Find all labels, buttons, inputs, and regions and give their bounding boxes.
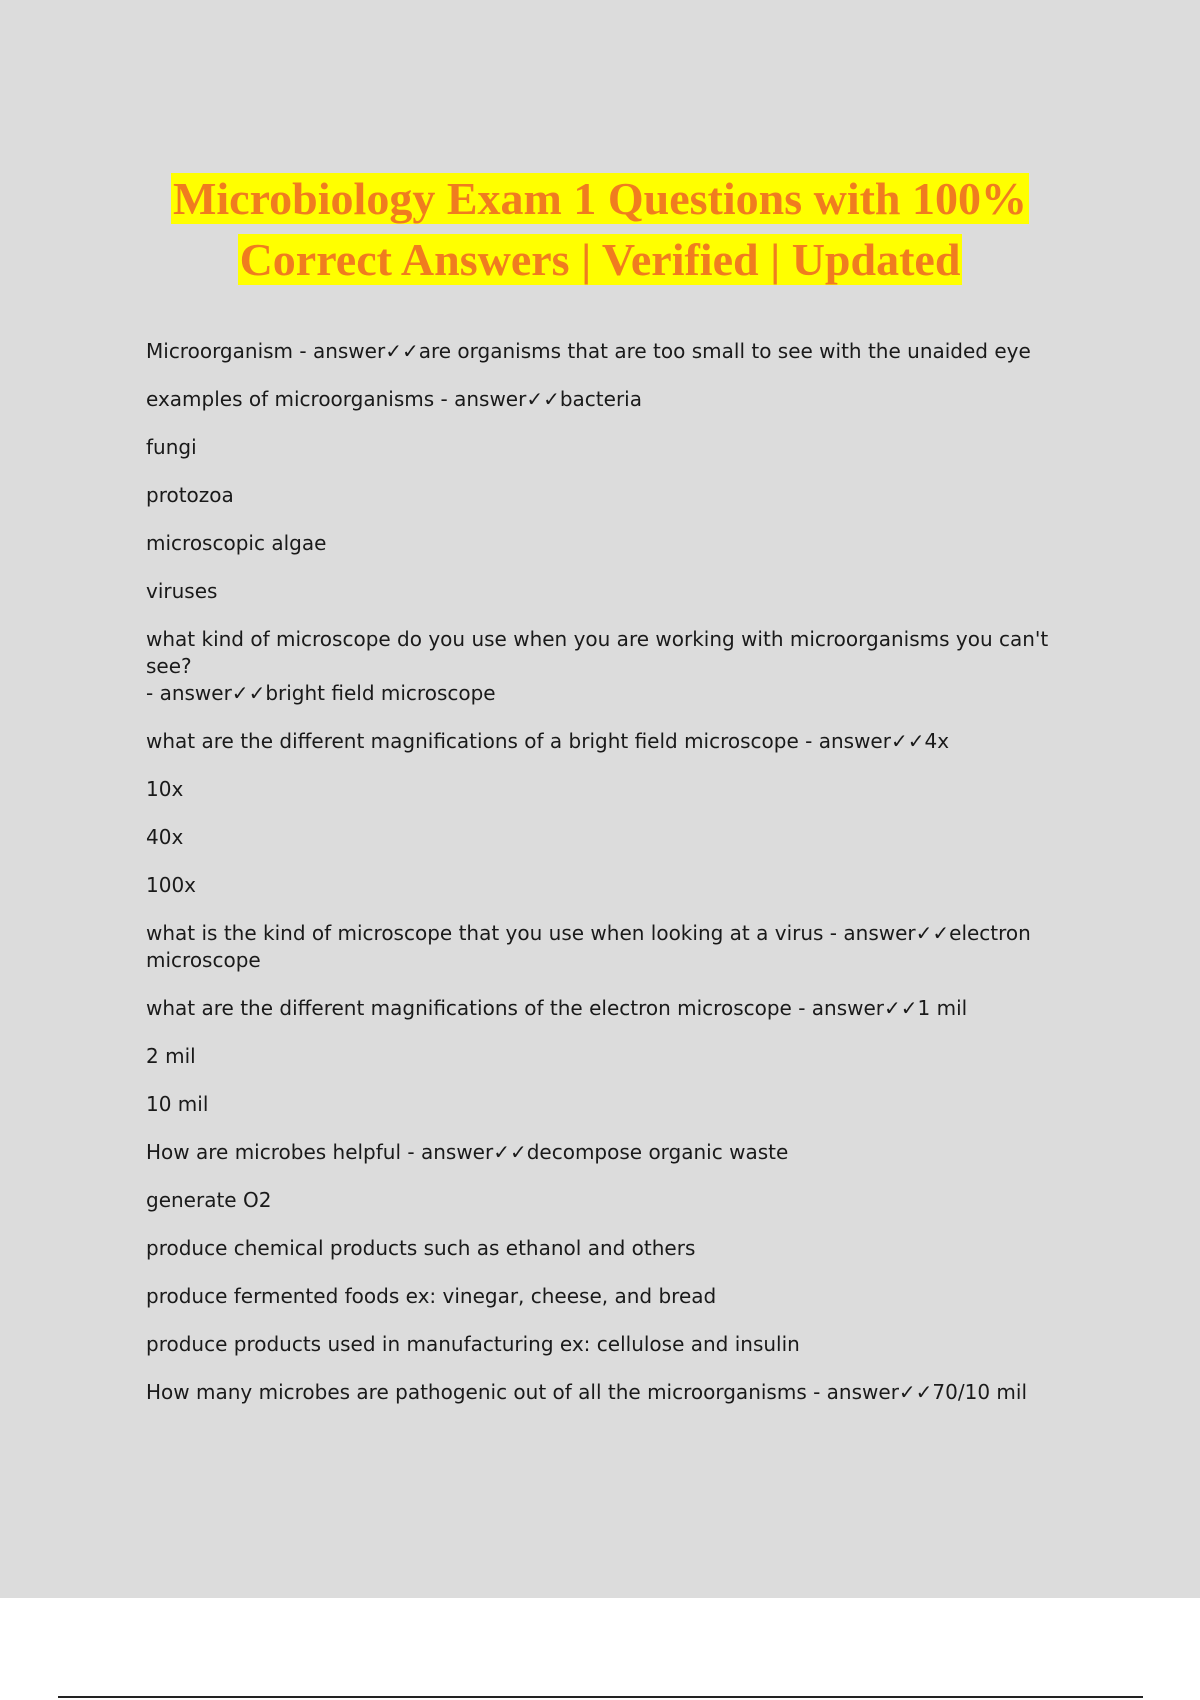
qa-entry-line: what are the different magnifications of a bright field microscope - answer✓✓4x — [146, 729, 950, 753]
document-body — [146, 338, 1096, 1427]
title-line-2: Correct Answers | Verified | Updated — [239, 234, 961, 285]
qa-entry — [146, 1187, 1096, 1214]
qa-entry-line: what is the kind of microscope that you use when looking at a virus - answer✓✓electron — [146, 921, 1031, 945]
qa-entry-line: generate O2 — [146, 1188, 272, 1212]
qa-entry — [146, 1283, 1096, 1310]
qa-entry-line: 10x — [146, 777, 184, 801]
qa-entry-line: viruses — [146, 579, 218, 603]
qa-entry-line: How are microbes helpful - answer✓✓decompose organic waste — [146, 1140, 789, 1164]
qa-entry-line: produce fermented foods ex: vinegar, cheese, and bread — [146, 1284, 717, 1308]
qa-entry-line: examples of microorganisms - answer✓✓bacteria — [146, 387, 642, 411]
qa-entry — [146, 482, 1096, 509]
footer-rule — [58, 1696, 1143, 1698]
document-title — [0, 168, 1200, 290]
qa-entry-line: protozoa — [146, 483, 234, 507]
qa-entry — [146, 1091, 1096, 1118]
qa-entry — [146, 1379, 1096, 1406]
qa-entry — [146, 776, 1096, 803]
qa-entry — [146, 728, 1096, 755]
qa-entry — [146, 995, 1096, 1022]
qa-entry — [146, 386, 1096, 413]
qa-entry-line: How many microbes are pathogenic out of all the microorganisms - answer✓✓70/10 mil — [146, 1380, 1028, 1404]
qa-entry — [146, 578, 1096, 605]
qa-entry-line: microscopic algae — [146, 531, 327, 555]
qa-entry-line: produce chemical products such as ethanol and others — [146, 1236, 696, 1260]
qa-entry-line: - answer✓✓bright field microscope — [146, 681, 496, 705]
qa-entry — [146, 626, 1096, 707]
qa-entry — [146, 920, 1096, 974]
qa-entry — [146, 872, 1096, 899]
qa-entry — [146, 1043, 1096, 1070]
qa-entry-line: produce products used in manufacturing ex: cellulose and insulin — [146, 1332, 800, 1356]
qa-entry-line: fungi — [146, 435, 197, 459]
qa-entry — [146, 1331, 1096, 1358]
qa-entry-line: microscope — [146, 948, 261, 972]
qa-entry — [146, 434, 1096, 461]
qa-entry-line: 10 mil — [146, 1092, 209, 1116]
qa-entry-line: what kind of microscope do you use when you are working with microorganisms you can't see? — [146, 627, 1049, 678]
qa-entry-line: 2 mil — [146, 1044, 196, 1068]
qa-entry — [146, 338, 1096, 365]
qa-entry-line: 100x — [146, 873, 197, 897]
qa-entry-line: Microorganism - answer✓✓are organisms that are too small to see with the unaided eye — [146, 339, 1031, 363]
qa-entry-line: what are the different magnifications of the electron microscope - answer✓✓1 mil — [146, 996, 968, 1020]
qa-entry-line: 40x — [146, 825, 184, 849]
qa-entry — [146, 1139, 1096, 1166]
title-line-1: Microbiology Exam 1 Questions with 100% — [172, 173, 1027, 224]
qa-entry — [146, 530, 1096, 557]
qa-entry — [146, 824, 1096, 851]
qa-entry — [146, 1235, 1096, 1262]
